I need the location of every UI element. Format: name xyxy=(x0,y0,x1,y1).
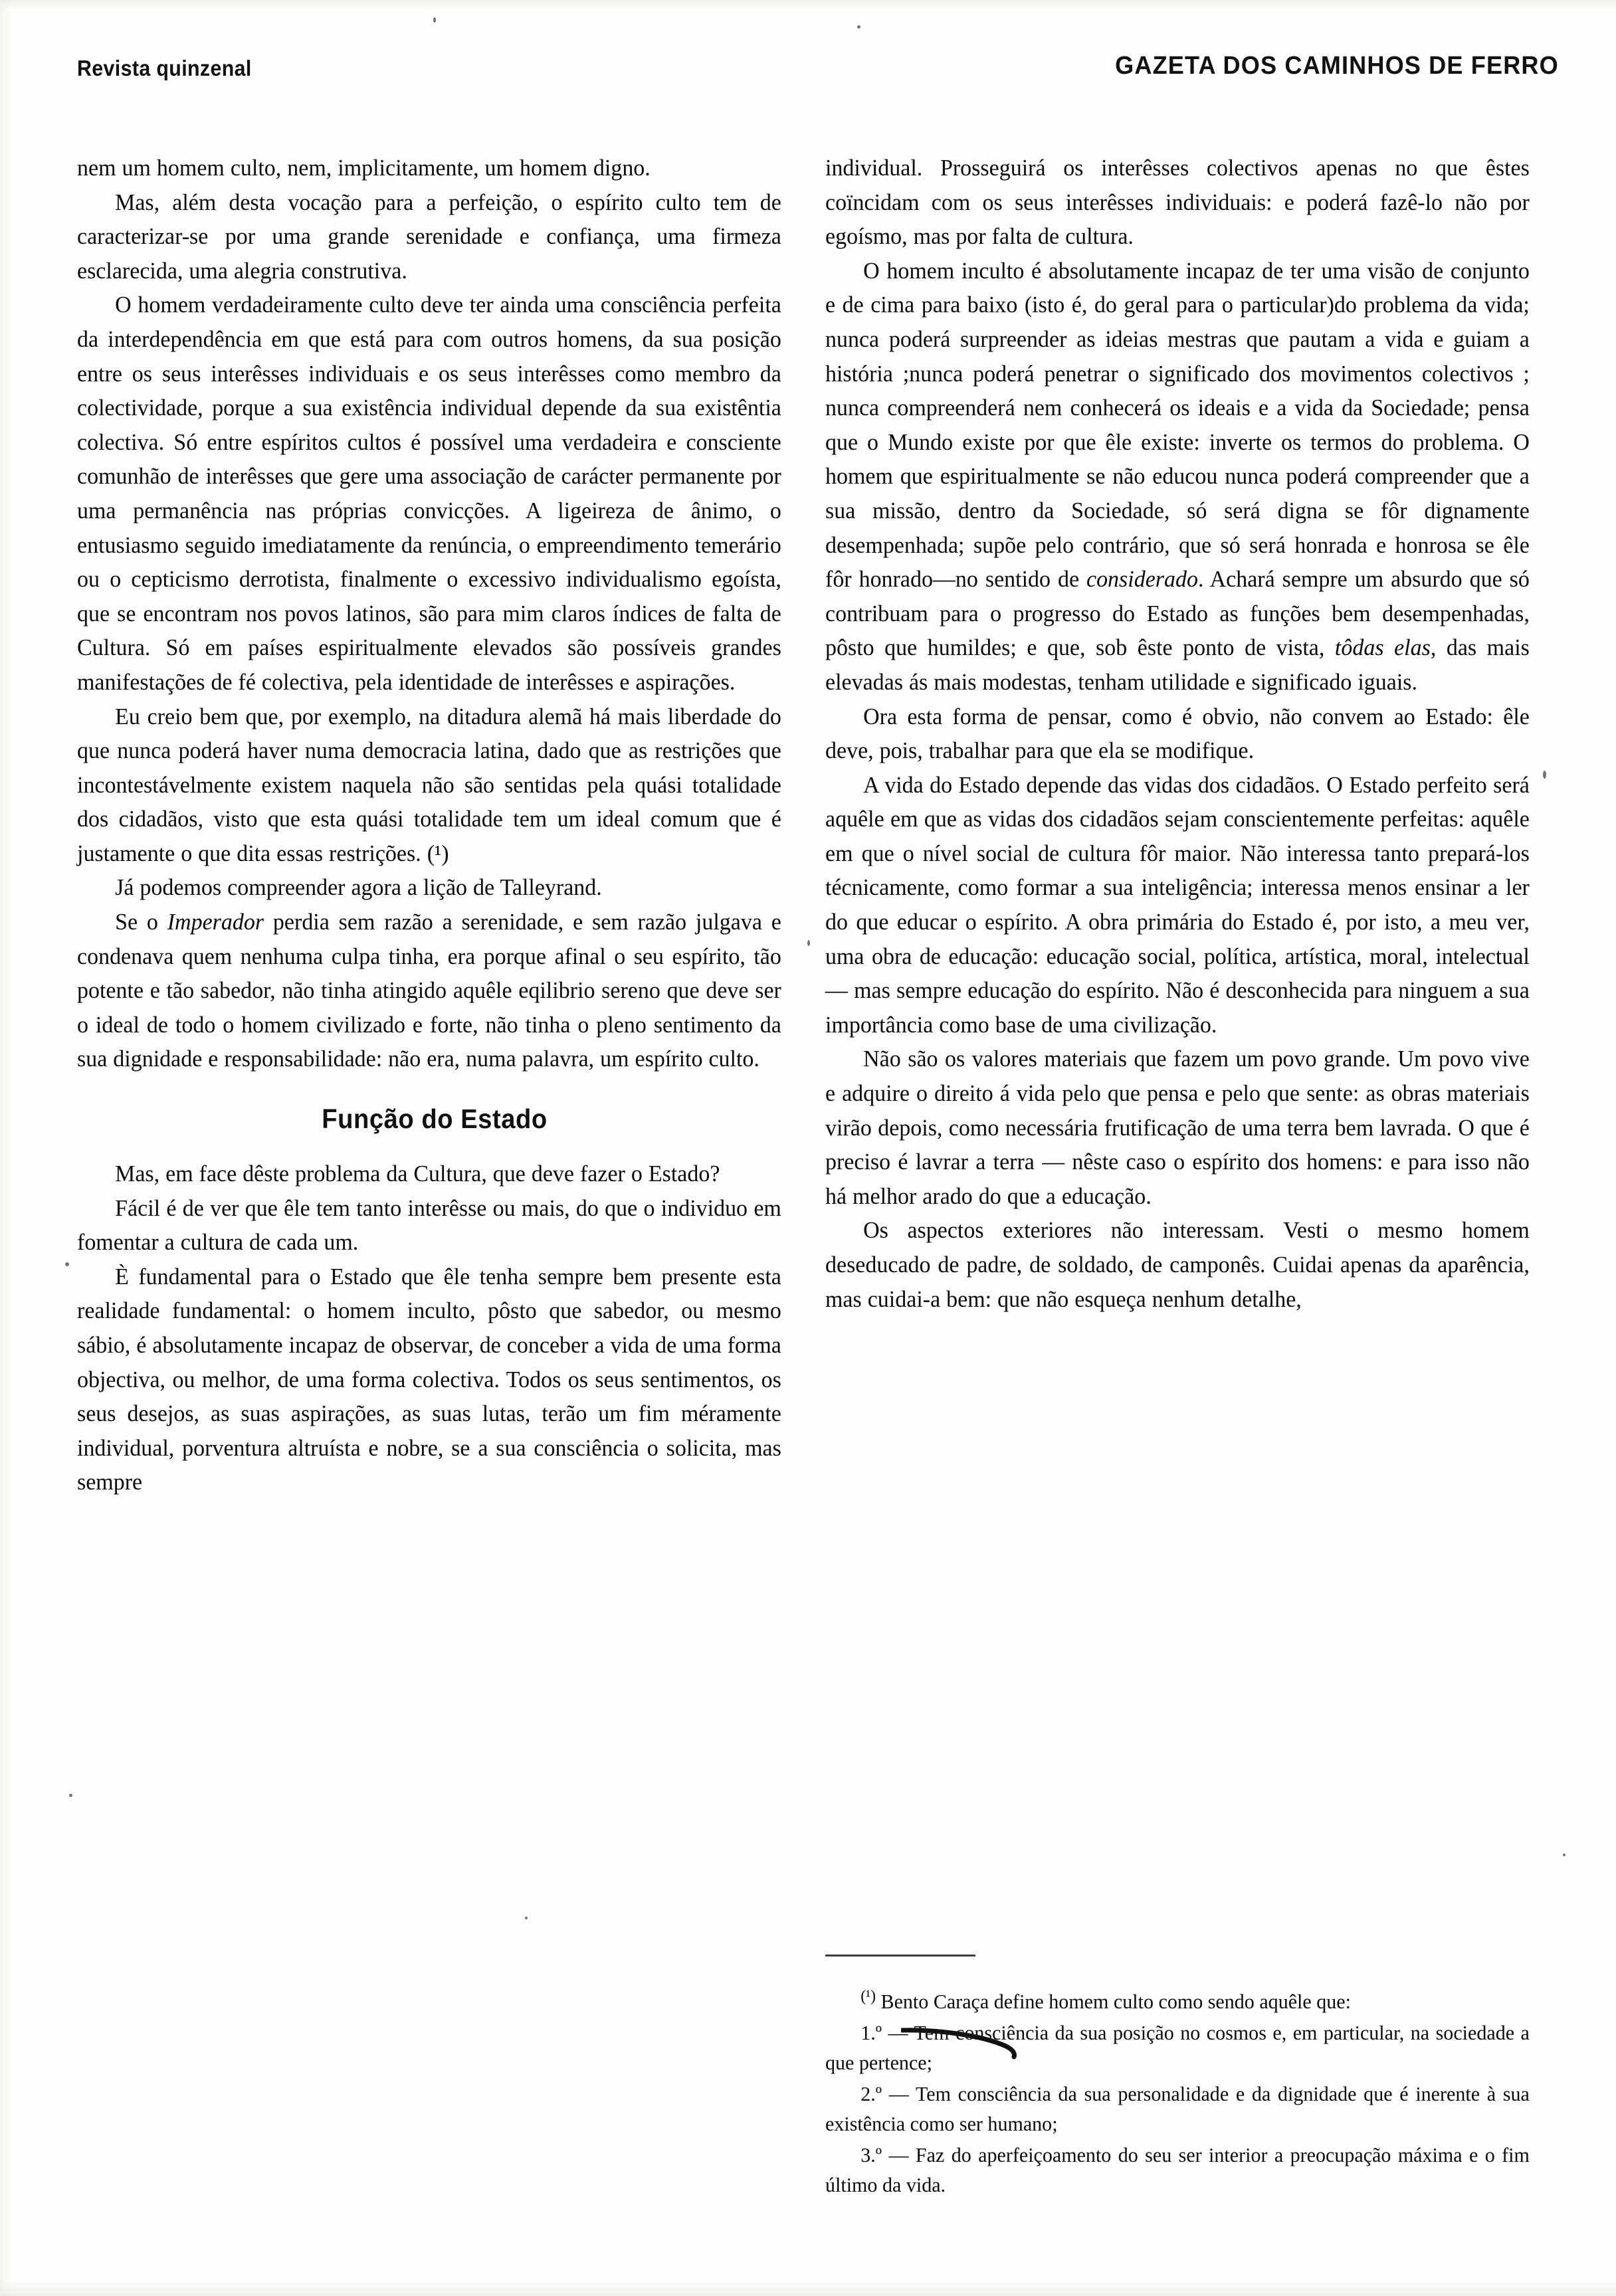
footnote-item-text: Faz do aperfeiçoamento do seu ser interior a preocupação máxima e o fim último da vida. xyxy=(825,2143,1530,2196)
left-column xyxy=(77,151,792,1500)
scan-speck xyxy=(1563,1854,1566,1856)
paragraph: Fácil é de ver que êle tem tanto interêsse ou mais, do que o individuo em fomentar a cultura de cada um. xyxy=(77,1195,781,1256)
page-edge-shadow-top xyxy=(0,0,1616,9)
paragraph-text-tail: perdia sem razão a serenidade, e sem razão julgava e condenava quem nenhuma culpa tinha, era porque afinal o seu espírito, tão potente e tão sabedor, não tinha atingido aquêle eqilibrio sereno que deve ser o ideal de todo o homem civilizado e forte, não tinha o pleno sentimento da sua dignidade e responsabilidade: não era, numa palavra, um espírito culto. xyxy=(77,909,781,1072)
scan-speck xyxy=(433,17,436,23)
running-head xyxy=(77,52,1559,98)
footnote-separator-rule xyxy=(825,1955,975,1957)
scan-speck xyxy=(65,1262,69,1266)
scan-speck xyxy=(807,940,810,946)
paragraph: individual. Prosseguirá os interêsses colectivos apenas no que êstes coïncidam com os seus interêsses individuais: e poderá fazê-lo não por egoísmo, mas por falta de cultura. xyxy=(825,155,1530,250)
masthead-periodicity-label: Revista quinzenal xyxy=(77,56,252,80)
paragraph-text-lead: O homem inculto é absolutamente incapaz de ter uma visão de conjunto e de cima para baixo (isto é, do geral para o particular)do problema da vida; nunca poderá surpreender as ideias mestras que pautam a vida e guiam a história ;nunca poderá penetrar o significado dos movimentos colectivos ; nunca compreenderá nem conhecerá os ideais e a vida da Sociedade; pensa que o Mundo existe por que êle existe: inverte os termos do problema. O homem que espiritualmente se não educou nunca poderá compreender que a sua missão, dentro da Sociedade, só será digna se fôr dignamente desempenhada; supõe pelo contrário, que só será honrada e honrosa se êle fôr honrado—no sentido de xyxy=(825,258,1530,593)
paragraph-text-middle: . Achará sempre um absurdo que só contribuam para o progresso do Estado as funções bem desempenhadas, pôsto que humildes; e que, sob êste ponto de vista, xyxy=(825,567,1530,661)
paragraph-text-lead: Se o xyxy=(115,909,167,935)
footnote-item-dash: — xyxy=(888,2143,909,2166)
scan-speck xyxy=(525,1917,528,1919)
footnote-item-dash: — xyxy=(888,2021,908,2044)
paragraph: È fundamental para o Estado que êle tenha sempre bem presente esta realidade fundamental: o homem inculto, pôsto que sabedor, ou mesmo sábio, é absolutamente incapaz de observar, de conceber a vida de uma forma objectiva, ou melhor, de uma forma colectiva. Todos os seus sentimentos, os seus desejos, as suas aspirações, as suas lutas, terão um fim méramente individual, porventura altruísta e nobre, se a sua consciência o solicita, mas sempre xyxy=(77,1264,781,1495)
scan-speck xyxy=(69,1794,72,1797)
footnote-marker: (¹) xyxy=(860,1988,876,2005)
page-edge-shadow-bottom xyxy=(0,2281,1616,2296)
italic-emphasis-2: tôdas elas xyxy=(1334,635,1431,661)
masthead-publication-title: GAZETA DOS CAMINHOS DE FERRO xyxy=(1115,52,1559,80)
paragraph: Eu creio bem que, por exemplo, na ditadura alemã há mais liberdade do que nunca poderá haver numa democracia latina, dado que as restrições que incontestávelmente existem naquela não são sentidas pela quási totalidade dos cidadãos, visto que esta quási totalidade tem um ideal comum que é justamente o que dita essas restrições. (¹) xyxy=(77,704,781,866)
footnote-intro xyxy=(825,1982,1530,2017)
italic-emphasis: considerado xyxy=(1086,567,1199,593)
paragraph: Mas, em face dêste problema da Cultura, que deve fazer o Estado? xyxy=(115,1161,720,1187)
footnote-intro-text: Bento Caraça define homem culto como sendo aquêle que: xyxy=(880,1990,1351,2013)
footnote-item xyxy=(825,2018,1530,2078)
body-columns xyxy=(0,151,1616,2244)
paragraph-text-tail: , das mais elevadas ás mais modestas, tenham utilidade e significado iguais. xyxy=(825,635,1530,695)
paragraph-with-italic xyxy=(825,254,1530,700)
paragraph: Já podemos compreender agora a lição de Talleyrand. xyxy=(115,875,602,901)
right-column xyxy=(825,151,1540,1317)
paragraph: Ora esta forma de pensar, como é obvio, não convem ao Estado: êle deve, pois, trabalhar para que ela se modifique. xyxy=(825,704,1530,764)
footnote-item-dash: — xyxy=(888,2082,909,2105)
paragraph: A vida do Estado depende das vidas dos cidadãos. O Estado perfeito será aquêle em que as vidas dos cidadãos sejam conscientemente perfeitas: aquêle em que o nível social de cultura fôr maior. Não interessa tanto prepará-los técnicamente, como formar a sua inteligência; interessa menos ensinar a ler do que educar o espírito. A obra primária do Estado é, por isto, a meu ver, uma obra de educação: educação social, política, artística, moral, intelectual — mas sempre educação do espírito. Não é desconhecida para ninguem a sua importância como base de uma civilização. xyxy=(825,772,1530,1038)
scan-speck xyxy=(1543,771,1546,779)
footnote-item xyxy=(825,2079,1530,2139)
footnote-item-number: 2.º xyxy=(860,2082,882,2105)
section-heading: Função do Estado xyxy=(322,1103,548,1135)
footnote-item-text: Tem consciência da sua posição no cosmos e, em particular, na sociedade a que pertence; xyxy=(825,2021,1530,2074)
footnote-block xyxy=(825,1955,1540,2202)
paragraph: O homem verdadeiramente culto deve ter ainda uma consciência perfeita da interdependência em que está para com outros homens, da sua posição entre os seus interêsses individuais e os seus interêsses como membro da colectividade, porque a sua existência individual depende da sua existêntia colectiva. Só entre espíritos cultos é possível uma verdadeira e consciente comunhão de interêsses que gere uma associação de carácter permanente por uma permanência nas próprias convicções. A ligeireza de ânimo, o entusiasmo seguido imediatamente da renúncia, o empreendimento temerário ou o cepticismo derrotista, finalmente o excessivo individualismo egoísta, que se encontram nos povos latinos, são para mim claros índices de falta de Cultura. Só em países espiritualmente elevados são possíveis grandes manifestações de fé colectiva, pela identidade de interêsses e aspirações. xyxy=(77,292,781,695)
scan-speck xyxy=(857,25,860,29)
paragraph: Não são os valores materiais que fazem um povo grande. Um povo vive e adquire o direito á vida pelo que pensa e pelo que sente: as obras materiais virão depois, como necessária frutificação de uma terra bem lavrada. O que é preciso é lavrar a terra — nêste caso o espírito dos homens: e para isso não há melhor arado do que a educação. xyxy=(825,1046,1530,1209)
paragraph: Mas, além desta vocação para a perfeição, o espírito culto tem de caracterizar-se por uma grande serenidade e confiança, uma firmeza esclarecida, uma alegria construtiva. xyxy=(77,189,781,284)
paragraph: nem um homem culto, nem, implicitamente, um homem digno. xyxy=(77,155,651,181)
footnote-item-text: Tem consciência da sua personalidade e da dignidade que é inerente à sua existência como ser humano; xyxy=(825,2082,1530,2135)
paragraph-with-italic xyxy=(77,906,781,1077)
footnote-item-number: 3.º xyxy=(860,2143,882,2166)
footnote-item-number: 1.º xyxy=(860,2021,882,2044)
footnote-item xyxy=(825,2141,1530,2200)
paragraph: Os aspectos exteriores não interessam. Vesti o mesmo homem deseducado de padre, de soldado, de camponês. Cuidai apenas da aparência, mas cuidai-a bem: que não esqueça nenhum detalhe, xyxy=(825,1218,1530,1312)
italic-emphasis: Imperador xyxy=(167,909,264,935)
